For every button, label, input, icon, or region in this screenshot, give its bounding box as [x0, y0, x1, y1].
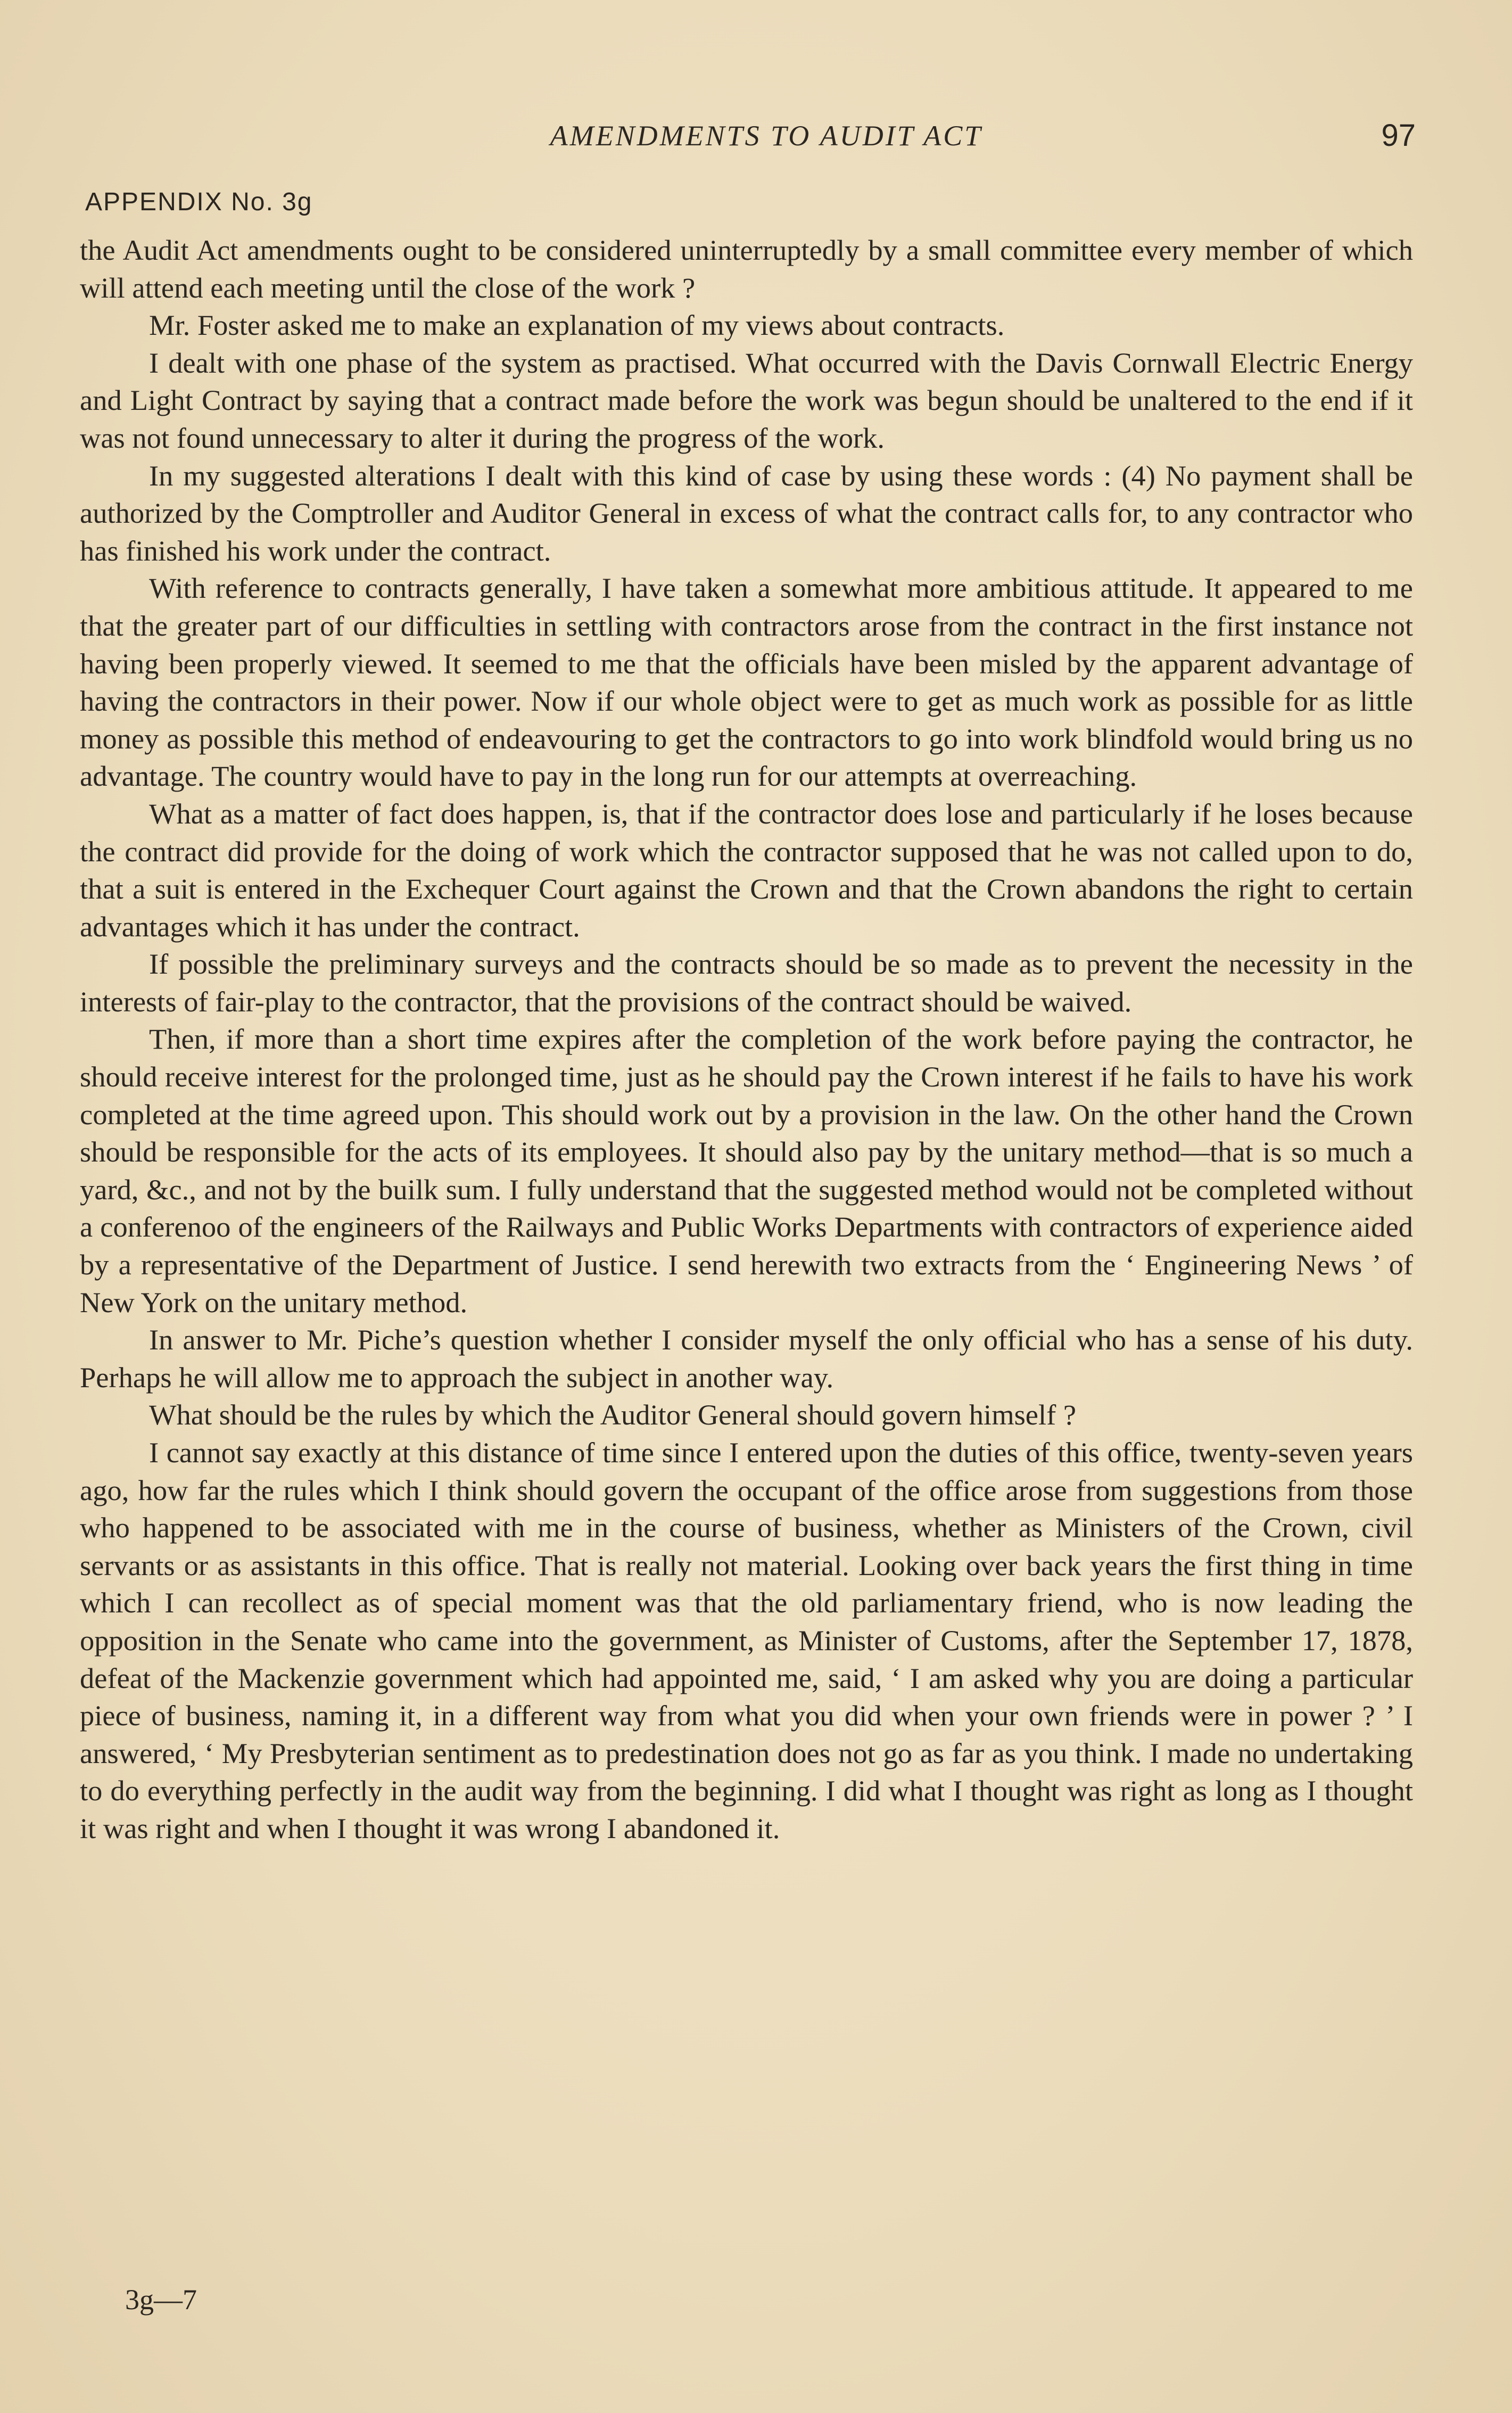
body-text: [80, 232, 1413, 1848]
paragraph: What as a matter of fact does happen, is, that if the contractor does lose and particularly if he loses because the contract did provide for the doing of work which the contractor supposed that he was not called upon to do, that a suit is entered in the Exchequer Court against the Crown and that the Crown abandons the right to certain advantages which it has under the contract.: [80, 797, 1413, 943]
paragraph: the Audit Act amendments ought to be considered uninterruptedly by a small committee every member of which will attend each meeting until the close of the work ?: [80, 234, 1413, 304]
paragraph: If possible the preliminary surveys and the contracts should be so made as to prevent the necessity in the interests of fair-play to the contractor, that the provisions of the contract should be waived.: [80, 948, 1413, 1018]
paragraph: Then, if more than a short time expires after the completion of the work before paying the contractor, he should receive interest for the prolonged time, just as he should pay the Crown interest if he fails to have his work completed at the time agreed upon. This should work out by a provision in the law. On the other hand the Crown should be responsible for the acts of its employees. It should also pay by the unitary method—that is so much a yard, &c., and not by the builk sum. I fully understand that the suggested method would not be completed without a conferenoo of the engineers of the Railways and Public Works Departments with contractors of experience aided by a representative of the Department of Justice. I send herewith two extracts from the ‘ Engineering News ’ of New York on the unitary method.: [80, 1023, 1413, 1319]
paragraph: Mr. Foster asked me to make an explanation of my views about contracts.: [149, 309, 1005, 342]
signature-mark: 3g—7: [125, 2284, 197, 2316]
page-number: 97: [1381, 118, 1416, 153]
appendix-label: APPENDIX No. 3g: [85, 188, 313, 216]
running-header: [80, 112, 1421, 160]
paragraph: In answer to Mr. Piche’s question whether I consider myself the only official who has a sense of his duty. Perhaps he will allow me to approach the subject in another way.: [80, 1323, 1413, 1394]
running-title: AMENDMENTS TO AUDIT ACT: [550, 120, 983, 152]
paragraph: In my suggested alterations I dealt with this kind of case by using these words : (4) No payment shall be authorized by the Comptroller and Auditor General in excess of what the contract calls for, to any contractor who has finished his work under the contract.: [80, 459, 1413, 567]
paragraph: I cannot say exactly at this distance of time since I entered upon the duties of this office, twenty-seven years ago, how far the rules which I think should govern the occupant of the office arose from suggestions from those who happened to be associated with me in the course of business, whether as Ministers of the Crown, civil servants or as assistants in this office. That is really not material. Looking over back years the first thing in time which I can recollect as of special moment was that the old parliamentary friend, who is now leading the opposition in the Senate who came into the government, as Minister of Customs, after the September 17, 1878, defeat of the Mackenzie government which had appointed me, said, ‘ I am asked why you are doing a particular piece of business, naming it, in a different way from what you did when your own friends were in power ? ’ I answered, ‘ My Presbyterian sentiment as to predestination does not go as far as you think. I made no undertaking to do everything perfectly in the audit way from the beginning. I did what I thought was right as long as I thought it was right and when I thought it was wrong I abandoned it.: [80, 1436, 1413, 1844]
paragraph: With reference to contracts generally, I have taken a somewhat more ambitious attitude. It appeared to me that the greater part of our difficulties in settling with contractors arose from the contract in the first instance not having been properly viewed. It seemed to me that the officials have been misled by the apparent advantage of having the contractors in their power. Now if our whole object were to get as much work as possible for as little money as possible this method of endeavouring to get the contractors to go into work blindfold would bring us no advantage. The country would have to pay in the long run for our attempts at overreaching.: [80, 572, 1413, 793]
paragraph: What should be the rules by which the Auditor General should govern himself ?: [149, 1398, 1077, 1431]
paragraph: I dealt with one phase of the system as practised. What occurred with the Davis Cornwall Electric Energy and Light Contract by saying that a contract made before the work was begun should be unaltered to the end if it was not found unnecessary to alter it during the progress of the work.: [80, 346, 1413, 454]
